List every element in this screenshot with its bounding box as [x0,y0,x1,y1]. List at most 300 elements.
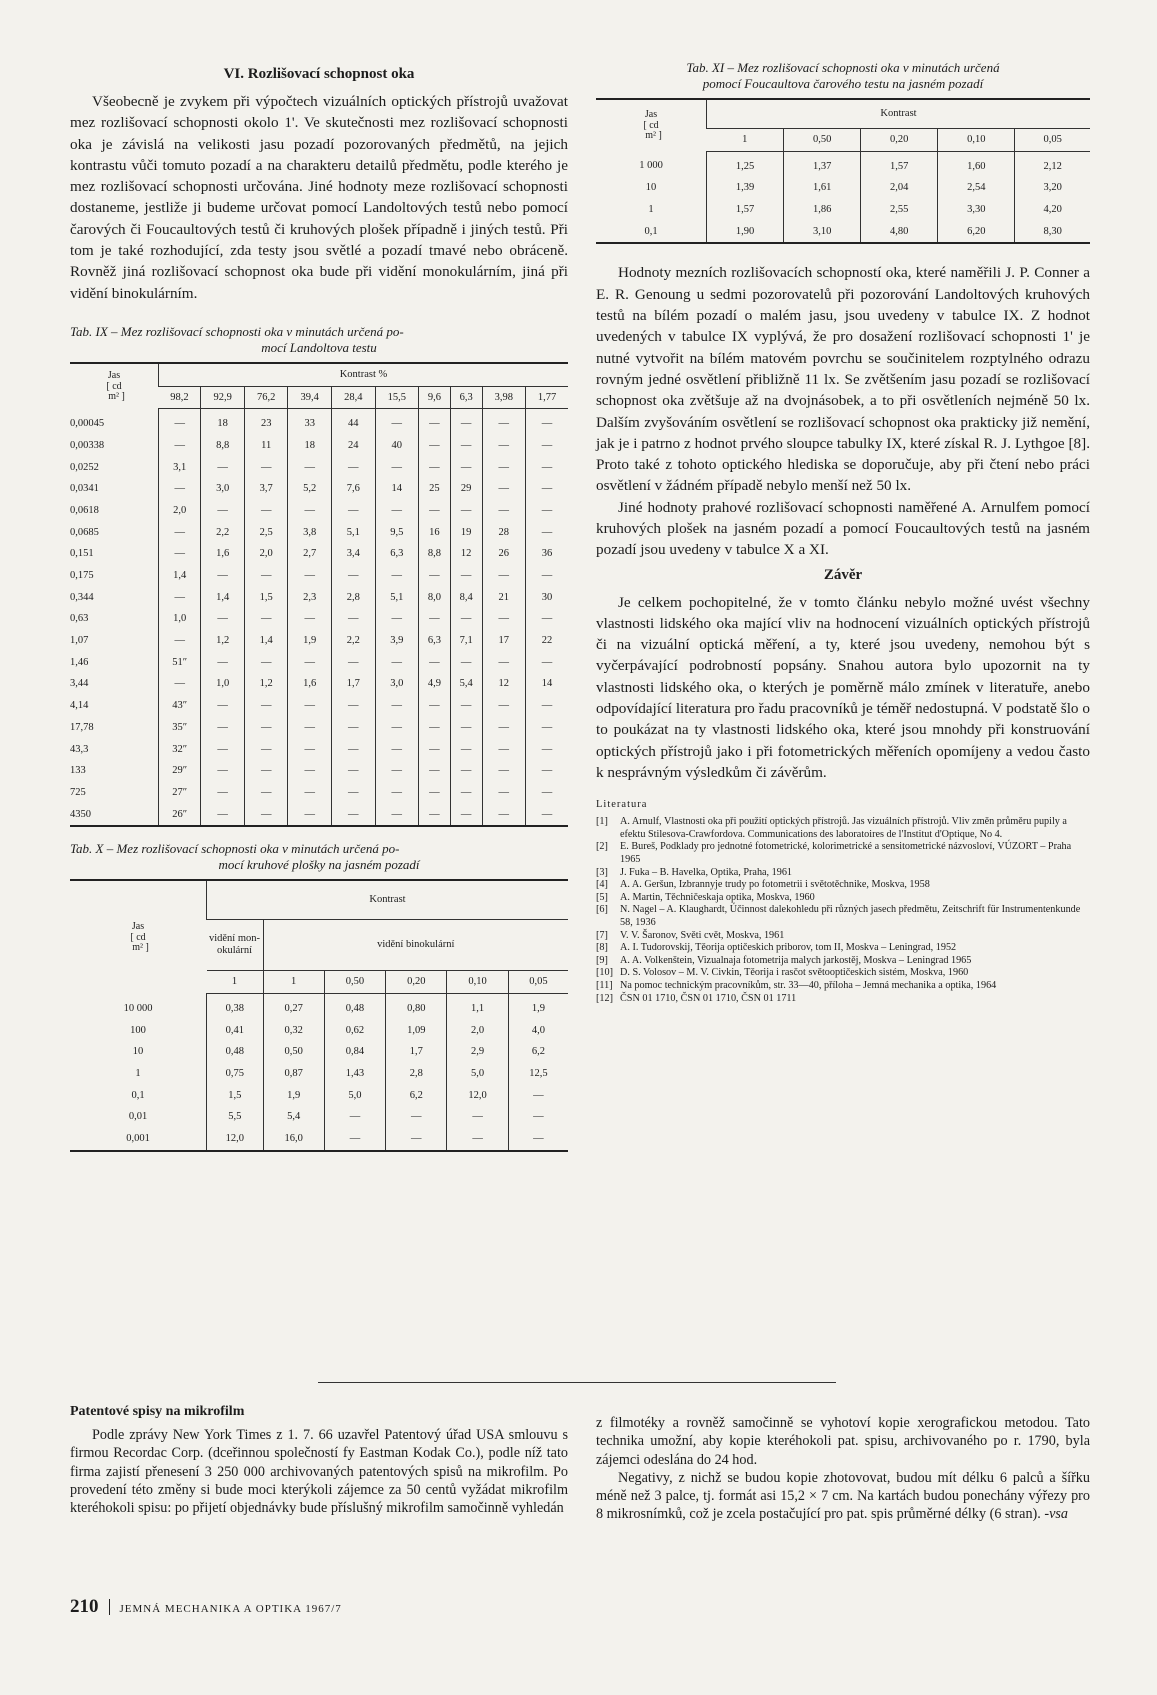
table-cell: — [482,782,526,804]
table-cell: 8,8 [419,543,451,565]
table-cell: — [508,1107,568,1129]
row-label: 0,175 [70,570,94,581]
table-cell: 4,9 [419,674,451,696]
table-cell: 12,0 [207,1128,264,1151]
table-cell: — [482,695,526,717]
paragraph: Podle zprávy New York Times z 1. 7. 66 uzavřel Patentový úřad USA smlouvu s firmou Recordac Corp. (dceřinnou společností fy Eastman Kodak Co.), podle níž tato firma zajistí přenesení 3 250 000 archivovaných patentových spisů na mikrofilm. Po provedení této změny si bude moci kterýkoli zájemce za 50 centů vyžádat mikrofilm kteréhokoli spisu: po přijetí objednávky bude příslušný mikrofilm samočinně vyhledán [70,1427,568,1517]
table-cell: — [526,435,568,457]
table-cell: — [332,457,376,479]
table-cell: 16 [419,522,451,544]
table-row [70,994,568,1020]
table-row [70,760,568,782]
table-cell: — [288,804,332,827]
table-cell: 30 [526,587,568,609]
table-cell: 9,5 [375,522,419,544]
table-cell: 7,1 [450,630,482,652]
table-cell: — [244,565,288,587]
table-cell: 35″ [159,717,201,739]
table-cell: 0,48 [207,1041,264,1063]
table-cell: 5,0 [324,1085,385,1107]
table-cell: 12,0 [447,1085,508,1107]
table-cell: — [482,409,526,435]
row-label: 0,63 [70,613,89,625]
table-row [70,478,568,500]
table-row [70,1063,568,1085]
table-cell: — [201,760,245,782]
table-cell: 5,4 [450,674,482,696]
table-cell: — [375,760,419,782]
table-cell: 24 [332,435,376,457]
table-cell: — [332,652,376,674]
table-cell: — [332,717,376,739]
table-cell: 3,20 [1015,177,1090,199]
table-cell: — [419,717,451,739]
table-cell: — [159,587,201,609]
table-cell: 0,50 [263,1041,324,1063]
table-cell: 12 [482,674,526,696]
page-number: 210 [70,1596,99,1617]
row-label: 1 000 [639,160,663,172]
reference-number: [7] [596,929,608,941]
table-cell: 1,9 [508,994,568,1020]
reference-item [596,816,1090,841]
table-cell: — [450,695,482,717]
table-cell: 6,20 [938,221,1015,244]
table-row [70,717,568,739]
row-label: 0,344 [70,591,94,603]
table-cell: 1,57 [707,199,784,221]
table-cell: 3,9 [375,630,419,652]
reference-text: A. Martin, Těchničeskaja optika, Moskva, 1960 [620,891,815,903]
patent-heading: Patentové spisy na mikrofilm [70,1404,245,1419]
paragraph: z filmotéky a rovněž samočinně se vyhotoví kopie xerografickou metodou. Tato technika umožní, aby kopie kteréhokoli pat. spisu, archivovaného po r. 1790, byla zájemci odeslána do 24 hod. [596,1415,1090,1468]
table-cell: 2,3 [288,587,332,609]
table-cell: — [526,695,568,717]
reference-text: A. A. Geršun, Izbrannyje trudy po fotometrii i světotěchnike, Moskva, 1958 [620,879,930,891]
table-cell: 22 [526,630,568,652]
table-cell: 1,57 [861,151,938,177]
table-cell: 2,55 [861,199,938,221]
table-row [70,409,568,435]
table-row [70,739,568,761]
table-cell: — [375,565,419,587]
table-cell: — [450,500,482,522]
table-cell: — [419,804,451,827]
table-row [596,151,1090,177]
table-row [596,199,1090,221]
column-header: 0,05 [508,971,568,994]
table-cell: — [244,500,288,522]
table-cell: 2,12 [1015,151,1090,177]
table-cell: 11 [244,435,288,457]
table-cell: — [332,760,376,782]
table-cell: 3,8 [288,522,332,544]
reference-text: A. A. Volkenštein, Vizualnaja fotometrija malych jarkostěj, Moskva – Leningrad 1965 [620,954,972,966]
row-label: 0,001 [70,1128,207,1151]
row-label: 100 [130,1024,146,1036]
table-row [70,695,568,717]
row-label: 0,01 [128,1111,148,1123]
table-cell: — [482,717,526,739]
reference-item [596,930,1090,943]
table-cell: 1,2 [201,630,245,652]
patent-left [70,1404,568,1517]
table-row [70,782,568,804]
row-label: 0,0618 [70,504,99,516]
page-footer [70,1596,342,1618]
table-cell: 0,32 [263,1020,324,1042]
reference-number: [5] [596,891,608,903]
table-cell: — [332,500,376,522]
table-cell: 3,0 [375,674,419,696]
table-cell: 29″ [159,760,201,782]
table-cell: — [419,435,451,457]
table-cell: 40 [375,435,419,457]
table-cell: 5,2 [288,478,332,500]
tab-xi-table [596,98,1090,244]
table-cell: 14 [375,478,419,500]
row-label: 0,0341 [70,483,99,495]
table-cell: — [419,695,451,717]
table-cell: 12,5 [508,1063,568,1085]
table-cell: 3,7 [244,478,288,500]
table-cell: — [201,500,245,522]
table-cell: 1,0 [201,674,245,696]
column-header: 28,4 [332,386,376,409]
table-cell: — [526,500,568,522]
table-cell: — [450,717,482,739]
table-cell: 3,30 [938,199,1015,221]
table-cell: 1,4 [244,630,288,652]
table-cell: — [482,652,526,674]
table-cell: — [482,500,526,522]
column-header: 3,98 [482,386,526,409]
table-cell: — [508,1128,568,1151]
bino-header: vidění binokulární [263,920,568,971]
table-cell: — [482,478,526,500]
table-cell: — [450,565,482,587]
table-cell: 4,20 [1015,199,1090,221]
table-cell: — [526,409,568,435]
table-cell: — [419,739,451,761]
table-cell: 29 [450,478,482,500]
jas-header: Jas [ cd m² ] [70,880,207,993]
table-cell: 3,1 [159,457,201,479]
table-cell: 6,3 [375,543,419,565]
table-cell: 1,1 [447,994,508,1020]
reference-text: Na pomoc technickým pracovníkům, str. 33—40, příloha – Jemná mechanika a optika, 1964 [620,979,997,991]
reference-item [596,955,1090,968]
unit-fraction: [ cd m² ] [130,932,149,953]
table-cell: 2,8 [386,1063,447,1085]
column-header: 0,50 [784,129,861,152]
table-cell: — [244,760,288,782]
table-cell: 1,5 [244,587,288,609]
column-header: 1,77 [526,386,568,409]
table-cell: — [332,782,376,804]
table-row [70,435,568,457]
table-cell: 2,7 [288,543,332,565]
table-cell: 1,6 [288,674,332,696]
table-cell: — [244,652,288,674]
row-label: 43,3 [70,743,89,755]
table-row [596,221,1090,244]
table-cell: 27″ [159,782,201,804]
table-cell: — [244,804,288,827]
column-header: 0,20 [861,129,938,152]
mono-header: vidění mon- okulární [207,920,264,971]
table-cell: — [244,717,288,739]
table-cell: 14 [526,674,568,696]
reference-text: A. Arnulf, Vlastnosti oka při použití optických přístrojů. Jas vizuálních přístrojů. Vliv změn průměru pupily a efektu Stilesova-Crawfordova. Communications des laboratoires de l'Institut d'Optique, No 4. [620,816,1067,840]
table-cell: — [419,782,451,804]
table-cell: — [447,1107,508,1129]
table-cell: 5,1 [332,522,376,544]
table-cell: 2,04 [861,177,938,199]
row-label: 10 [132,1046,144,1058]
column-header: 0,50 [324,971,385,994]
row-label: 1,07 [70,635,89,647]
table-cell: 2,54 [938,177,1015,199]
table-cell: 1,39 [707,177,784,199]
table-cell: — [201,782,245,804]
table-cell: 18 [288,435,332,457]
table-cell: — [450,457,482,479]
table-cell: — [375,739,419,761]
table-cell: — [386,1128,447,1151]
table-cell: 36 [526,543,568,565]
table-cell: 2,9 [447,1041,508,1063]
table-cell: 26 [482,543,526,565]
signature: -vsa [1044,1506,1068,1523]
kontrast-header: Kontrast [707,99,1091,129]
table-cell: 8,30 [1015,221,1090,244]
table-cell: — [375,457,419,479]
table-cell: — [201,652,245,674]
column-header: 1 [707,129,784,152]
table-cell: — [201,565,245,587]
table-cell: — [482,435,526,457]
table-cell: — [482,609,526,631]
table-cell: 5,0 [447,1063,508,1085]
table-row [70,652,568,674]
table-cell: — [450,782,482,804]
column-header: 1 [207,971,264,994]
table-cell: — [419,760,451,782]
row-label: 4350 [70,804,159,827]
row-label: 0,1 [131,1089,145,1101]
table-cell: 1,37 [784,151,861,177]
table-cell: 25 [419,478,451,500]
table-cell: — [244,457,288,479]
tab-ix-caption: Tab. IX – Mez rozlišovací schopnosti oka v minutách určená po- mocí Landoltova testu [70,323,404,355]
table-cell: 3,0 [201,478,245,500]
table-cell: 0,84 [324,1041,385,1063]
reference-item [596,841,1090,866]
table-row [70,804,568,827]
table-cell: 26″ [159,804,201,827]
table-cell: — [375,695,419,717]
table-row [70,522,568,544]
table-cell: 44 [332,409,376,435]
row-label: 0,1 [596,221,707,244]
table-cell: 0,87 [263,1063,324,1085]
table-cell: — [159,543,201,565]
table-cell: 0,41 [207,1020,264,1042]
table-cell: — [419,500,451,522]
table-cell: 43″ [159,695,201,717]
table-cell: 1,60 [938,151,1015,177]
table-cell: — [508,1085,568,1107]
reference-item [596,993,1090,1006]
column-header: 9,6 [419,386,451,409]
table-row [70,565,568,587]
table-cell: 3,4 [332,543,376,565]
table-cell: — [288,500,332,522]
reference-number: [8] [596,942,608,954]
table-cell: — [526,804,568,827]
table-cell: — [526,782,568,804]
literature-heading: Literatura [596,799,648,811]
table-cell: — [201,609,245,631]
table-cell: 0,38 [207,994,264,1020]
reference-text: N. Nagel – A. Klaughardt, Účinnost dalekohledu při různých jasech předmětu, Zeitschrift für Instrumentenkunde 58, 1936 [620,904,1081,929]
table-cell: — [450,804,482,827]
table-cell: — [419,652,451,674]
reference-number: [9] [596,954,608,966]
table-cell: — [201,739,245,761]
table-row [70,457,568,479]
reference-number: [6] [596,904,608,916]
row-label: 4,14 [70,700,89,712]
table-cell: — [526,522,568,544]
table-row [70,587,568,609]
table-cell: 2,8 [332,587,376,609]
table-cell: — [386,1107,447,1129]
table-cell: — [526,565,568,587]
table-cell: 8,0 [419,587,451,609]
table-cell: — [526,478,568,500]
table-cell: 1,4 [159,565,201,587]
reference-item [596,892,1090,905]
table-cell: 33 [288,409,332,435]
jas-header: Jas [ cd m² ] [596,99,707,151]
table-cell: 7,6 [332,478,376,500]
table-cell: 19 [450,522,482,544]
reference-number: [3] [596,866,608,878]
table-cell: — [288,717,332,739]
table-cell: — [159,435,201,457]
column-header: 0,20 [386,971,447,994]
table-cell: — [526,717,568,739]
reference-text: J. Fuka – B. Havelka, Optika, Praha, 1961 [620,866,793,878]
table-cell: — [332,695,376,717]
reference-item [596,904,1090,929]
table-row [70,1128,568,1151]
table-cell: — [159,478,201,500]
table-row [70,674,568,696]
table-cell: — [450,435,482,457]
column-header: 6,3 [450,386,482,409]
section-heading: VI. Rozlišovací schopnost oka [223,66,415,82]
table-cell: — [526,739,568,761]
row-label: 725 [70,786,86,798]
reference-number: [2] [596,841,608,853]
table-cell: — [450,760,482,782]
row-label: 0,00338 [70,439,105,451]
table-cell: — [419,409,451,435]
table-cell: 1,43 [324,1063,385,1085]
table-cell: 17 [482,630,526,652]
reference-number: [12] [596,992,613,1004]
tab-x-table [70,879,568,1152]
column-header: 92,9 [201,386,245,409]
kontrast-header: Kontrast [207,880,569,920]
divider [318,1382,836,1383]
table-cell: — [375,804,419,827]
reference-number: [4] [596,879,608,891]
table-cell: — [375,652,419,674]
reference-text: E. Bureš, Podklady pro jednotné fotometrické, kolorimetrické a sensitometrické názvosloví, VÚZORT – Praha 1965 [620,841,1072,866]
unit-fraction: [ cd m² ] [643,120,662,142]
table-cell: 5,1 [375,587,419,609]
row-label: 0,0252 [70,461,99,473]
right-column [596,60,1090,1005]
reference-number: [10] [596,967,613,979]
table-cell: — [201,695,245,717]
table-cell: — [244,609,288,631]
table-cell: 1,61 [784,177,861,199]
table-cell: 1,0 [159,609,201,631]
table-cell: — [526,457,568,479]
table-cell: 4,0 [508,1020,568,1042]
tab-ix-table [70,362,568,827]
table-cell: — [419,565,451,587]
row-label: 0,151 [70,548,94,560]
table-cell: — [332,739,376,761]
table-cell: 8,8 [201,435,245,457]
row-label: 3,44 [70,678,89,690]
table-cell: — [324,1128,385,1151]
table-cell: 3,10 [784,221,861,244]
reference-item [596,867,1090,880]
table-row [70,543,568,565]
reference-text: V. V. Šaronov, Světi cvět, Moskva, 1961 [620,929,785,941]
table-cell: — [419,457,451,479]
table-cell: — [447,1128,508,1151]
table-cell: — [482,804,526,827]
table-cell: — [288,695,332,717]
reference-item [596,879,1090,892]
kontrast-header: Kontrast % [159,363,569,386]
table-cell: — [244,782,288,804]
paragraph: Negativy, z nichž se budou kopie zhotovovat, budou mít délku 6 palců a šířku méně než 3 palce, tj. formát asi 15,2 × 7 cm. Na kartách budou ponechány výřezy pro 8 mikrosnímků, což je zcela postačující pro pat. spis průměrné délky (6 stran). -vsa [596,1469,1090,1523]
table-cell: — [332,565,376,587]
table-cell: — [450,652,482,674]
table-cell: — [375,782,419,804]
table-cell: 1,2 [244,674,288,696]
table-cell: — [526,760,568,782]
reference-item [596,967,1090,980]
table-cell: — [288,565,332,587]
table-cell: 0,80 [386,994,447,1020]
column-header: 98,2 [159,386,201,409]
table-cell: 6,2 [386,1085,447,1107]
table-cell: 1,90 [707,221,784,244]
table-cell: 1,86 [784,199,861,221]
table-cell: — [375,500,419,522]
table-cell: 1,6 [201,543,245,565]
